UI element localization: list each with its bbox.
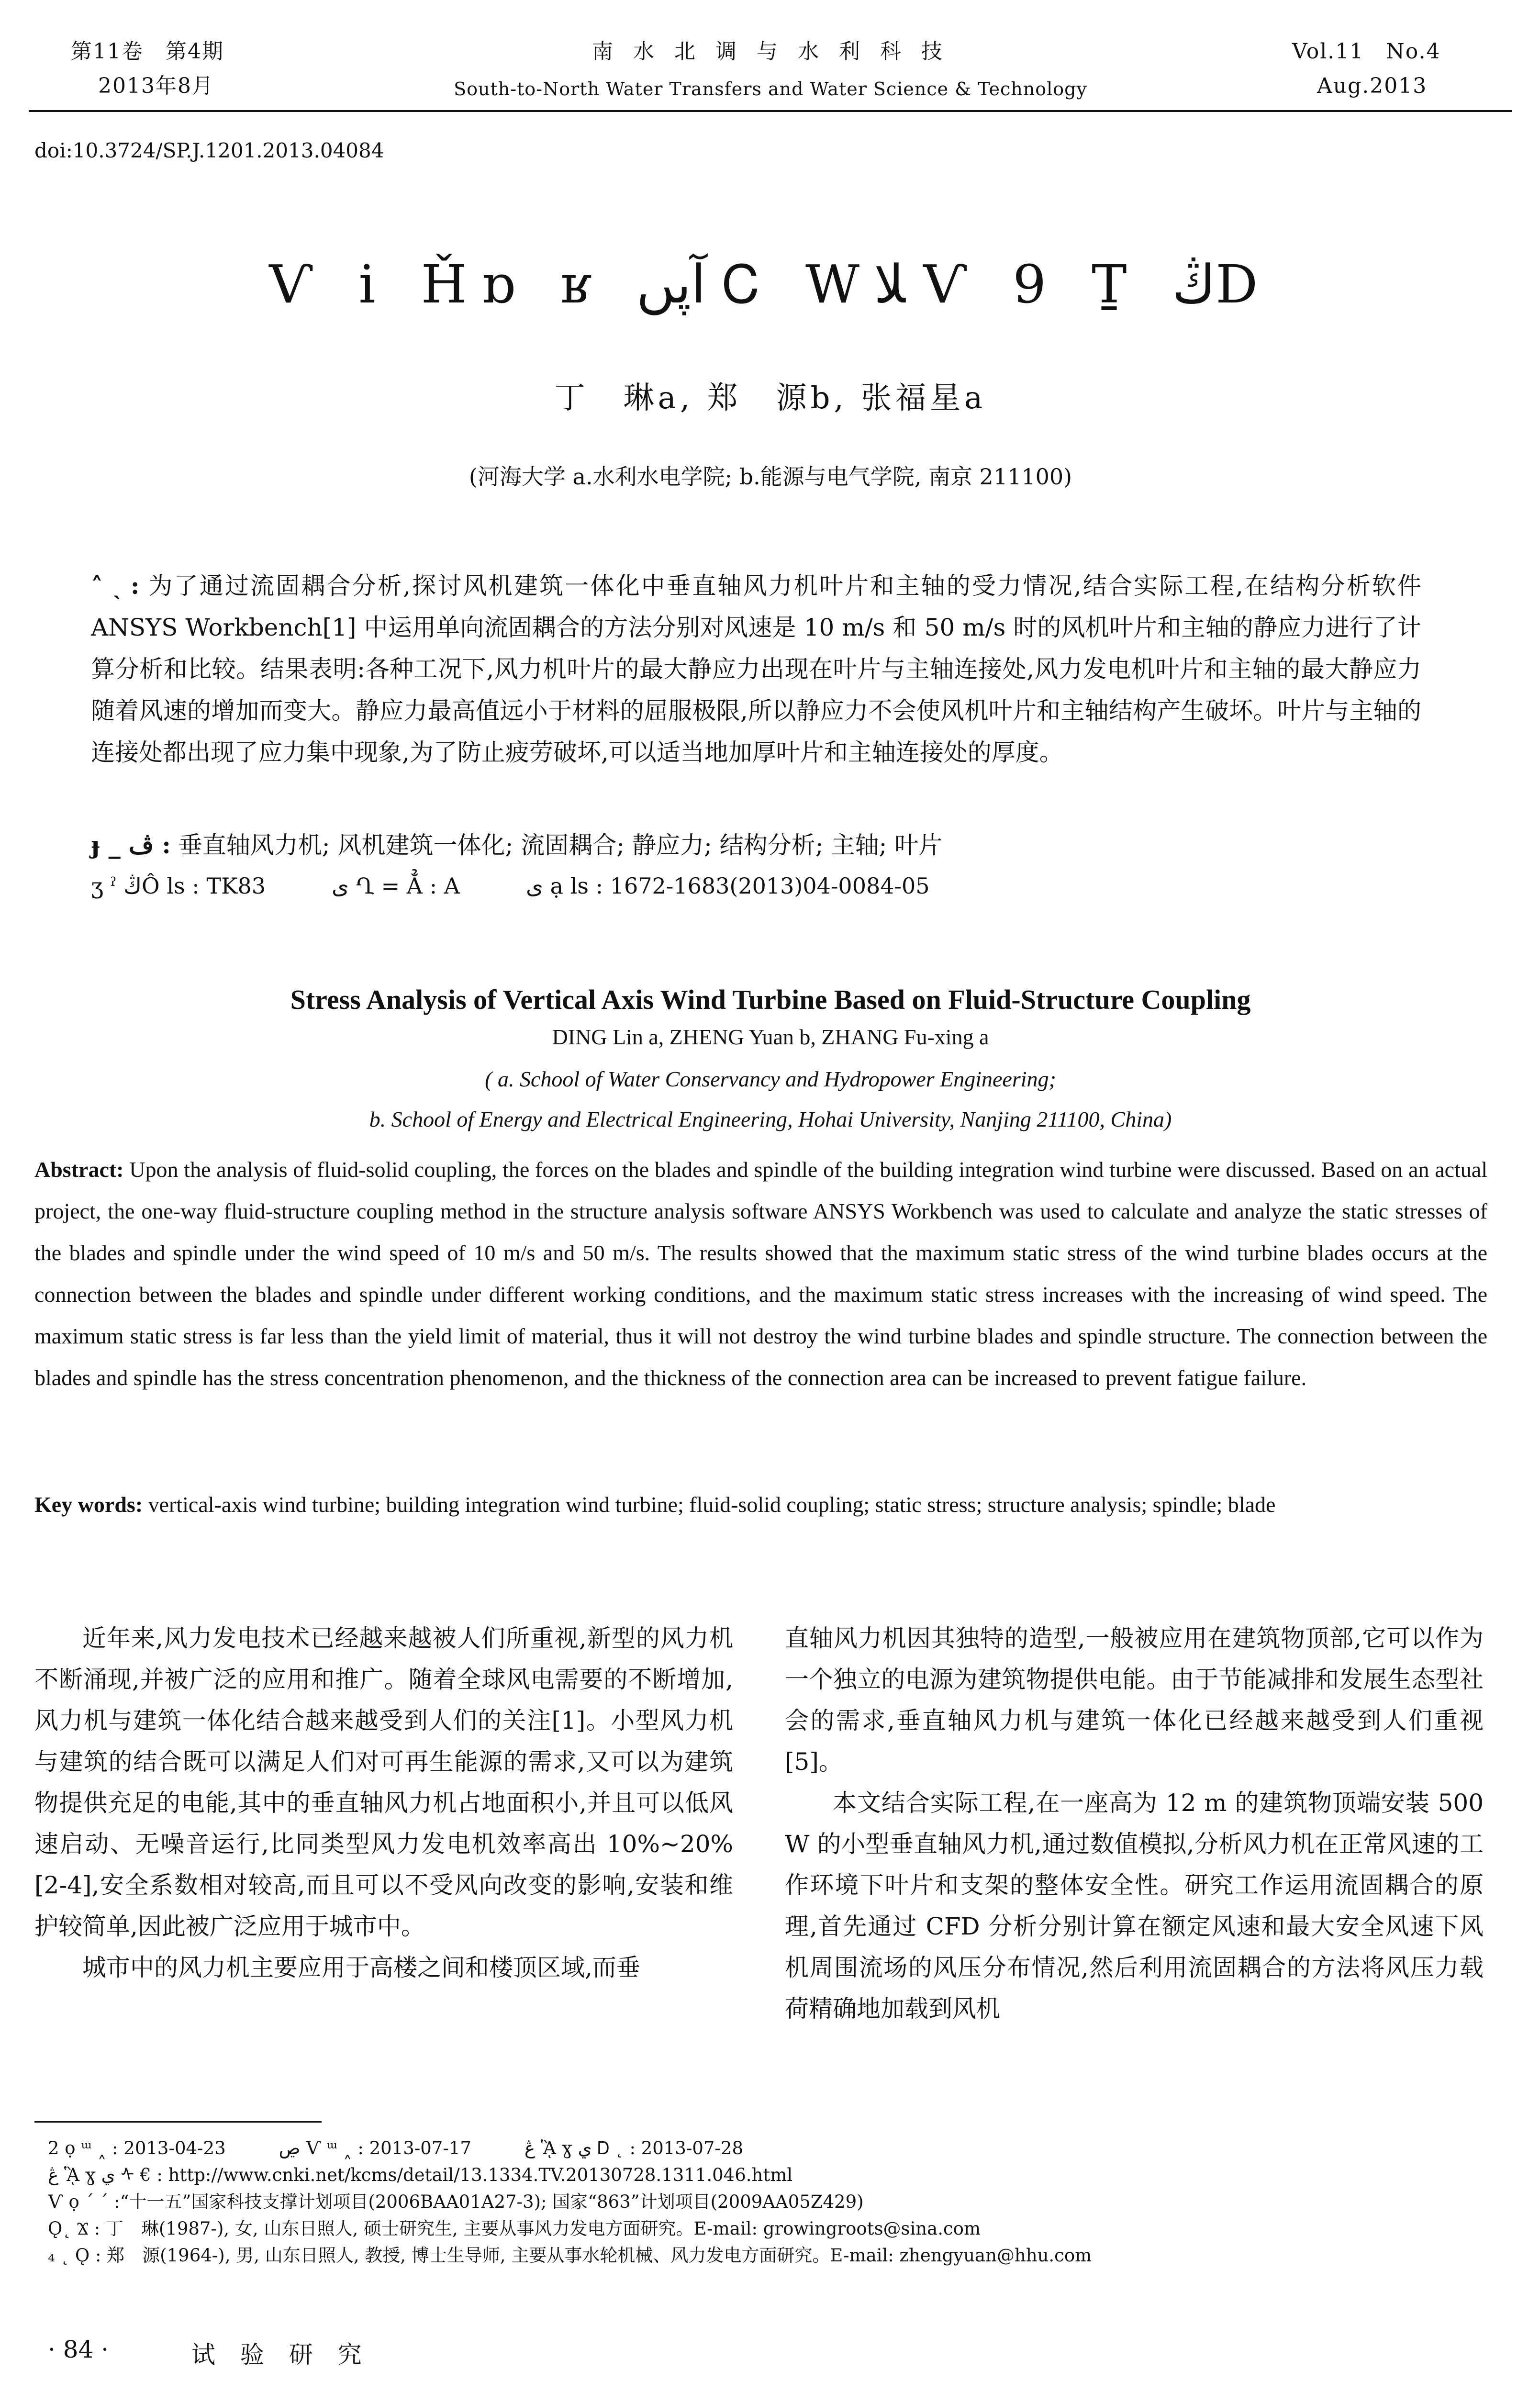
journal-title-cn: 南 水 北 调 与 水 利 科 技	[592, 39, 949, 64]
authors-cn: 丁 琳a, 郑 源b, 张福星a	[554, 380, 987, 416]
volume-issue-cn: 第11卷 第4期	[71, 39, 224, 64]
body-paragraph: 城市中的风力机主要应用于高楼之间和楼顶区域,而垂	[82, 1954, 640, 1981]
keywords-cn	[91, 824, 1421, 866]
body-column-left	[34, 1618, 733, 1988]
page-number: · 84 ·	[48, 2336, 109, 2363]
date-en: Aug.2013	[1317, 74, 1428, 98]
abstract-cn-text: 为了通过流固耦合分析,探讨风机建筑一体化中垂直轴风力机叶片和主轴的受力情况,结合实际工程,在结构分析软件 ANSYS Workbench[1] 中运用单向流固耦合的方法分别对风速是 10 m/s 和 50 m/s 时的风机叶片和主轴的静应力进行了计算分析和比较。结果表明:各种工况下,风力机叶片的最大静应力出现在叶片与主轴连接处,风力发电机叶片和主轴的最大静应力随着风速的增加而变大。静应力最高值远小于材料的屈服极限,所以静应力不会使风机叶片和主轴结构产生破坏。叶片与主轴的连接处都出现了应力集中现象,为了防止疲劳破坏,可以适当地加厚叶片和主轴连接处的厚度。	[91, 572, 1421, 766]
journal-title-en: South-to-North Water Transfers and Water Science & Technology	[454, 78, 1087, 100]
affiliation-cn: (河海大学 a.水利水电学院; b.能源与电气学院, 南京 211100)	[469, 464, 1072, 490]
keywords-cn-label: ɟ _ ڤ :	[91, 831, 171, 859]
body-paragraph: 本文结合实际工程,在一座高为 12 m 的建筑物顶端安装 500 W 的小型垂直轴风力机,通过数值模拟,分析风力机在正常风速的工作环境下叶片和支架的整体安全性。研究工作运用流固耦合的原理,首先通过 CFD 分析分别计算在额定风速和最大安全风速下风机周围流场的风压分布情况,然后利用流固耦合的方法将风压力载荷精确地加载到风机	[785, 1789, 1484, 2023]
abstract-en	[34, 1149, 1487, 1398]
footnote-corresponding-author: ₄ ˛ Ǫ : 郑 源(1964-), 男, 山东日照人, 教授, 博士生导师, 主要从事水轮机械、风力发电方面研究。E-mail: zhengyuan@hhu.com	[48, 2245, 1092, 2266]
footnote-funding: Ѵ ọ ´ ˊ :“十一五”国家科技支撑计划项目(2006BAA01A27-3); 国家“863”计划项目(2009AA05Z429)	[48, 2192, 864, 2212]
abstract-en-text: Upon the analysis of fluid-solid coupling, the forces on the blades and spindle of the building integration wind turbine were discussed. Based on an actual project, the one-way fluid-structure coupling method in the structure analysis software ANSYS Workbench was used to calculate and analyze the static stresses of the blades and spindle under the wind speed of 10 m/s and 50 m/s. The results showed that the maximum static stress of the wind turbine blades occurs at the connection between the blades and spindle under different working conditions, and the maximum static stress increases with the increasing of wind speed. The maximum static stress is far less than the yield limit of material, thus it will not destroy the wind turbine blades and spindle structure. The connection between the blades and spindle has the stress concentration phenomenon, and the thickness of the connection area can be increased to prevent fatigue failure.	[34, 1157, 1488, 1390]
body-paragraph: 近年来,风力发电技术已经越来越被人们所重视,新型的风力机不断涌现,并被广泛的应用和推广。随着全球风电需要的不断增加,风力机与建筑一体化结合越来越受到人们的关注[1]。小型风力机与建筑的结合既可以满足人们对可再生能源的需求,又可以为建筑物提供充足的电能,其中的垂直轴风力机占地面积小,并且可以低风速启动、无噪音运行,比同类型风力发电机效率高出 10%~20%[2-4],安全系数相对较高,而且可以不受风向改变的影响,安装和维护较简单,因此被广泛应用于城市中。	[34, 1624, 733, 1940]
footnote-online-url: ڠ ᾋ ɣ ي ᠰ € : http://www.cnki.net/kcms/detail/13.1334.TV.20130728.1311.046.html	[48, 2165, 793, 2185]
keywords-en-label: Key words:	[34, 1492, 143, 1517]
footnote-dates: 2 ọ ᵚ ˰ : 2013-04-23 ڝ Ѵ ᵚ ˰ : 2013-07-17 ڠ ᾋ ɣ ي Ꭰ ˛ : 2013-07-28	[48, 2138, 744, 2158]
abstract-en-label: Abstract:	[34, 1157, 124, 1182]
header-rule	[29, 110, 1512, 112]
authors-en: DING Lin a, ZHENG Yuan b, ZHANG Fu-xing a	[552, 1025, 989, 1049]
body-paragraph: 直轴风力机因其独特的造型,一般被应用在建筑物顶部,它可以作为一个独立的电源为建筑物提供电能。由于节能减排和发展生态型社会的需求,垂直轴风力机与建筑一体化已经越来越受到人们重视[5]。	[785, 1624, 1484, 1776]
abstract-cn	[91, 565, 1421, 773]
footnote-first-author: Ǫ˛ Ϫ : 丁 琳(1987-), 女, 山东日照人, 硕士研究生, 主要从事风力发电方面研究。E-mail: growingroots@sina.com	[48, 2218, 981, 2239]
classification-line: ʒ ˀ ڭÔ ls : TK83 ى Ղ = Ẳ : A ى ạ ls : 1672-1683(2013)04-0084-05	[91, 873, 930, 899]
abstract-cn-label: ˄ ˎ :	[91, 571, 140, 600]
footnote-rule	[34, 2121, 322, 2123]
affiliation-en-1: ( a. School of Water Conservancy and Hydropower Engineering;	[485, 1067, 1056, 1091]
keywords-cn-text: 垂直轴风力机; 风机建筑一体化; 流固耦合; 静应力; 结构分析; 主轴; 叶片	[178, 831, 943, 859]
keywords-en	[34, 1484, 1487, 1525]
paper-title-cn: Ѵ i Ȟɒ ʁ ﺁپں Ꮯ Wﻼ Ѵ 9 Ṯ ڭD	[268, 254, 1272, 315]
doi: doi:10.3724/SP.J.1201.2013.04084	[34, 139, 384, 162]
volume-issue-en: Vol.11 No.4	[1292, 39, 1441, 64]
paper-title-en: Stress Analysis of Vertical Axis Wind Turbine Based on Fluid-Structure Coupling	[290, 984, 1251, 1015]
section-label: 试 验 研 究	[191, 2341, 370, 2369]
body-column-right	[785, 1618, 1484, 2029]
keywords-en-text: vertical-axis wind turbine; building integration wind turbine; fluid-solid coupling; static stress; structure analysis; spindle; blade	[148, 1492, 1276, 1517]
affiliation-en-2: b. School of Energy and Electrical Engineering, Hohai University, Nanjing 211100, China)	[369, 1107, 1172, 1131]
date-cn: 2013年8月	[98, 74, 214, 98]
